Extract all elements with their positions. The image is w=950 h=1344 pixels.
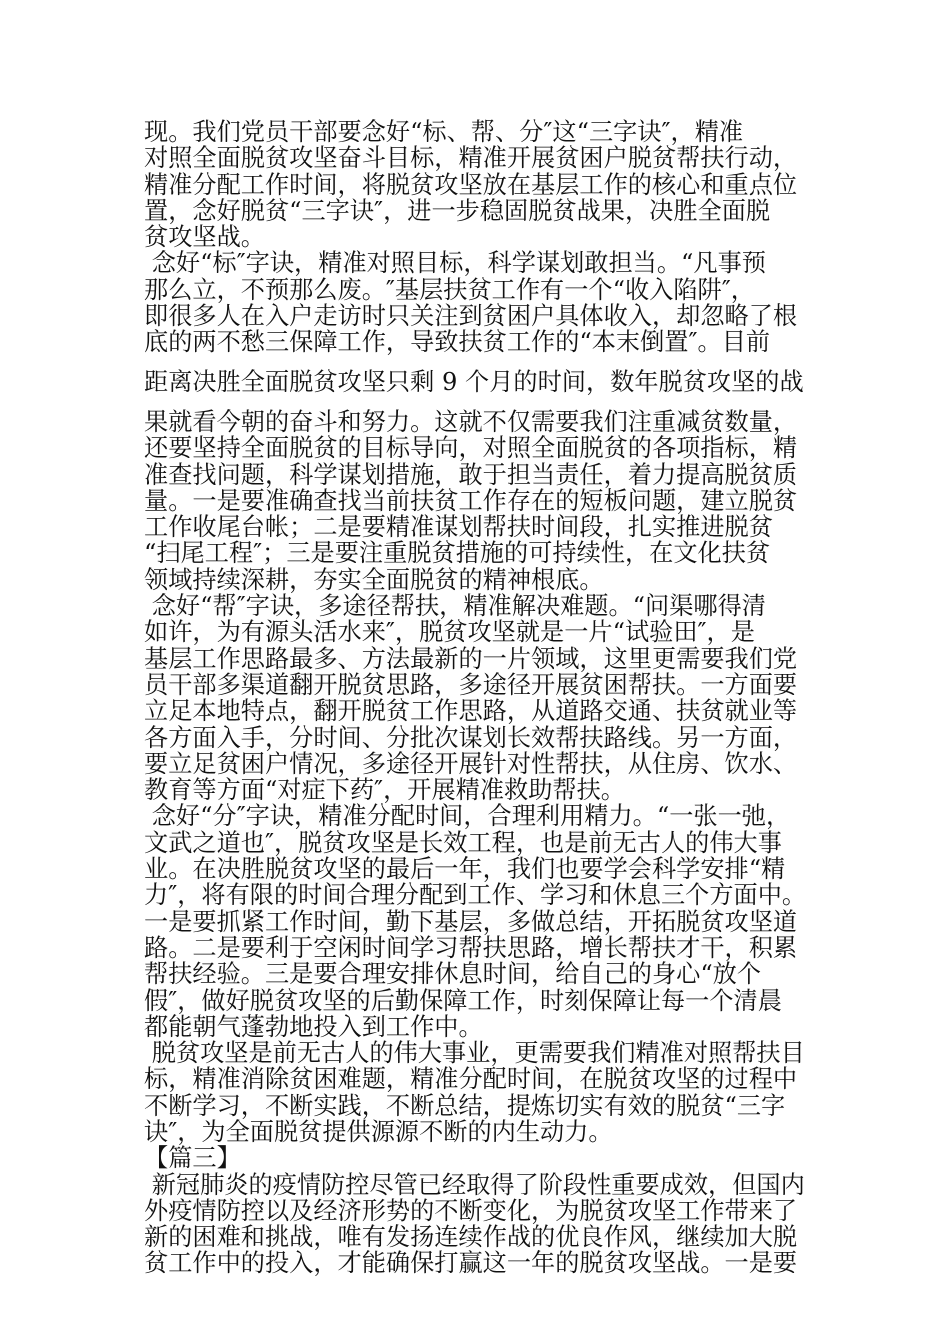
text-line: 距离决胜全面脱贫攻坚只剩 9 个月的时间，数年脱贫攻坚的战 — [144, 367, 804, 396]
paragraph-start-line: 新冠肺炎的疫情防控尽管已经取得了阶段性重要成效，但国内 — [144, 1170, 805, 1199]
text-line: 即很多人在入户走访时只关注到贫困户具体收入，却忽略了根 — [144, 302, 798, 331]
text-line: 诀″，为全面脱贫提供源源不断的内生动力。 — [144, 1117, 613, 1146]
text-line: 置，念好脱贫“三字诀″，进一步稳固脱贫战果，决胜全面脱 — [144, 196, 771, 225]
paragraph-start-line: 脱贫攻坚是前无古人的伟大事业，更需要我们精准对照帮扶目 — [144, 1039, 805, 1068]
paragraph-start-line: 念好“标″字诀，精准对照目标，科学谋划敢担当。“凡事预 — [144, 249, 766, 278]
text-line: 业。在决胜脱贫攻坚的最后一年，我们也要学会科学安排“精 — [144, 855, 786, 884]
text-line: 力″，将有限的时间合理分配到工作、学习和休息三个方面中。 — [144, 881, 807, 910]
text-line: 文武之道也″，脱贫攻坚是长效工程，也是前无古人的伟大事 — [144, 828, 782, 857]
text-line: 果就看今朝的奋斗和努力。这就不仅需要我们注重减贫数量， — [144, 407, 798, 436]
text-line: 各方面入手，分时间、分批次谋划长效帮扶路线。另一方面， — [144, 723, 798, 752]
text-line: 教育等方面“对症下药″，开展精准救助帮扶。 — [144, 776, 625, 805]
text-line: 领域持续深耕，夯实全面脱贫的精神根底。 — [144, 565, 604, 594]
text-line: 现。我们党员干部要念好“标、帮、分″这“三字诀″，精准 — [144, 118, 744, 146]
text-line: 员干部多渠道翻开脱贫思路，多途径开展贫困帮扶。一方面要 — [144, 670, 798, 699]
text-line: 如许，为有源头活水来″，脱贫攻坚就是一片“试验田″，是 — [144, 618, 755, 647]
text-line: 要立足贫困户情况，多途径开展针对性帮扶，从住房、饮水、 — [144, 749, 798, 778]
text-line: 都能朝气蓬勃地投入到工作中。 — [144, 1012, 483, 1041]
text-line: 贫攻坚战。 — [144, 223, 265, 252]
text-line: “扫尾工程″；三是要注重脱贫措施的可持续性，在文化扶贫 — [144, 539, 771, 568]
text-line: 立足本地特点，翻开脱贫工作思路，从道路交通、扶贫就业等 — [144, 697, 798, 726]
text-line: 贫工作中的投入，才能确保打赢这一年的脱贫攻坚战。一是要 — [144, 1249, 798, 1278]
text-line: 一是要抓紧工作时间，勤下基层，多做总结，开拓脱贫攻坚道 — [144, 907, 798, 936]
text-line: 基层工作思路最多、方法最新的一片领域，这里更需要我们党 — [144, 644, 798, 673]
text-line: 外疫情防控以及经济形势的不断变化，为脱贫攻坚工作带来了 — [144, 1196, 798, 1225]
text-line: 假″，做好脱贫攻坚的后勤保障工作，时刻保障让每一个清晨 — [144, 986, 782, 1015]
text-line: 帮扶经验。三是要合理安排休息时间，给自己的身心“放个 — [144, 960, 762, 989]
section-heading: 【篇三】 — [144, 1144, 241, 1173]
text-line: 工作收尾台帐；二是要精准谋划帮扶时间段，扎实推进脱贫 — [144, 513, 773, 542]
text-line: 那么立，不预那么废。″基层扶贫工作有一个“收入陷阱″， — [144, 275, 755, 304]
text-line: 不断学习，不断实践，不断总结，提炼切实有效的脱贫“三字 — [144, 1091, 786, 1120]
text-line: 还要坚持全面脱贫的目标导向，对照全面脱贫的各项指标，精 — [144, 434, 798, 463]
text-line: 精准分配工作时间，将脱贫攻坚放在基层工作的核心和重点位 — [144, 170, 798, 199]
text-line: 量。一是要准确查找当前扶贫工作存在的短板问题，建立脱贫 — [144, 486, 798, 515]
text-line: 对照全面脱贫攻坚奋斗目标，精准开展贫困户脱贫帮扶行动， — [144, 144, 798, 173]
paragraph-start-line: 念好“分″字诀，精准分配时间，合理利用精力。“一张一弛， — [144, 802, 791, 831]
text-line: 路。二是要利于空闲时间学习帮扶思路，增长帮扶才干，积累 — [144, 933, 798, 962]
text-line: 底的两不愁三保障工作，导致扶贫工作的“本末倒置″。目前 — [144, 328, 771, 357]
text-line: 标，精准消除贫困难题，精准分配时间，在脱贫攻坚的过程中 — [144, 1065, 798, 1094]
text-line: 准查找问题，科学谋划措施，敢于担当责任，着力提高脱贫质 — [144, 460, 798, 489]
document-body — [144, 119, 810, 1277]
paragraph-start-line: 念好“帮″字诀，多途径帮扶，精准解决难题。“问渠哪得清 — [144, 592, 766, 621]
text-line: 新的困难和挑战，唯有发扬连续作战的优良作风，继续加大脱 — [144, 1223, 798, 1252]
